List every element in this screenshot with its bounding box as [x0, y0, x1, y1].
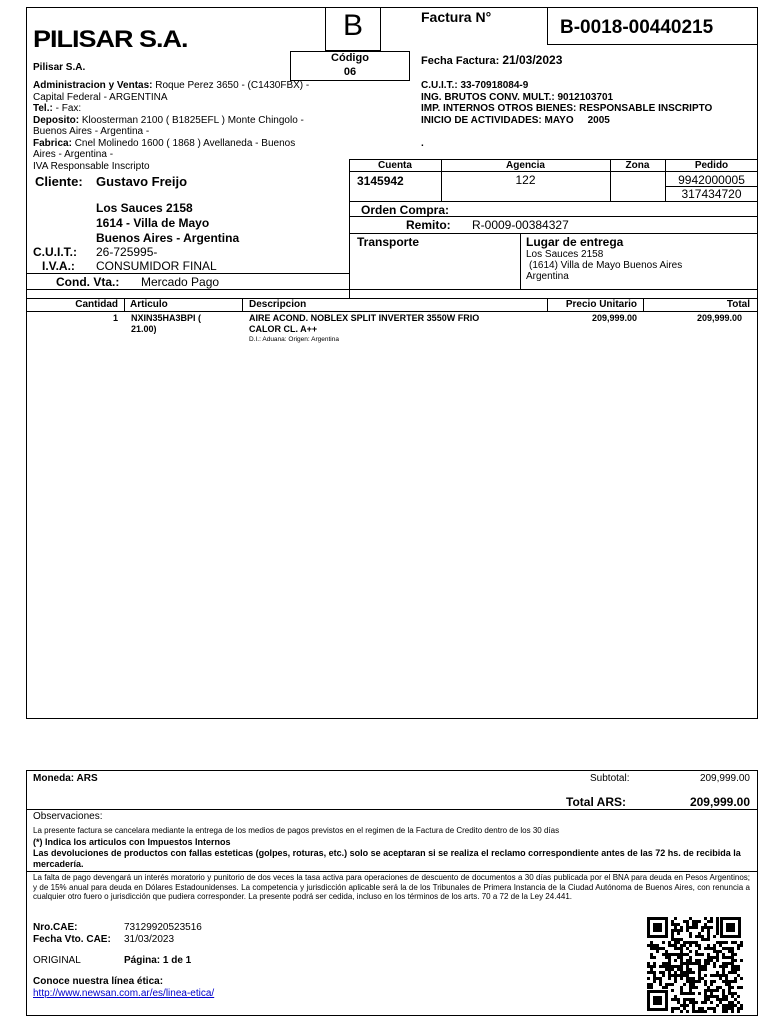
remito-value: R-0009-00384327	[472, 218, 569, 232]
company-cuit: C.U.I.T.: 33-70918084-9	[421, 80, 529, 91]
factura-label: Factura N°	[421, 9, 492, 25]
cliente-address	[96, 201, 239, 246]
tel-label: Tel.:	[33, 103, 53, 114]
col-descripcion: Descripcion	[249, 299, 307, 310]
logo-text: PILISAR S.A.	[33, 25, 188, 53]
lugar-line-2: (1614) Villa de Mayo Buenos Aires	[529, 260, 683, 271]
codigo-value: 06	[343, 66, 357, 78]
inicio-year: 2005	[587, 114, 610, 126]
legal-text: La falta de pago devengará un interés moratorio y punitorio de dos veces la tasa activa para operaciones de descuento de documentos a 30 días publicada por el BNA para deuda en Pesos Argentinos; y de 15% anual para deuda en Dólares Estadounidenses. La competencia y jurisdicción aplicable será la de los Tribunales de Primera Instancia de la Ciudad Autónoma de Buenos Aires, con renuncia a cualquier otro fuero o jurisdicción que pudiera corresponder. La presente podrá ser cedida, incluso en los términos de los arts. 70 a 72 de la Ley 24.441.	[33, 873, 750, 902]
item-precio: 209,999.00	[591, 313, 637, 323]
linea-etica-label: Conoce nuestra línea ética:	[33, 976, 164, 987]
deposito-label: Deposito:	[33, 114, 80, 126]
pagina-label: Página: 1 de 1	[124, 955, 192, 966]
cae-value: 73129920523516	[124, 922, 202, 933]
cliente-addr-1: Los Sauces 2158	[96, 201, 193, 215]
pedido-value-1: 9942000005	[678, 173, 745, 187]
cond-vta-label: Cond. Vta.:	[56, 275, 120, 289]
total-label: Total ARS:	[566, 795, 626, 809]
item-articulo	[131, 313, 201, 335]
account-bottom-line	[349, 201, 758, 202]
fabrica-value: Cnel Molinedo 1600 ( 1868 ) Avellaneda - Buenos	[74, 137, 296, 149]
header-agencia: Agencia	[506, 160, 545, 171]
cliente-iva-value: CONSUMIDOR FINAL	[96, 259, 217, 273]
items-header-bottom	[26, 311, 758, 312]
item-total: 209,999.00	[696, 313, 742, 323]
codigo-label: Código	[331, 52, 369, 64]
cliente-cuit-label: C.U.I.T.:	[33, 245, 77, 259]
vto-value: 31/03/2023	[124, 934, 175, 945]
moneda: Moneda: ARS	[33, 773, 98, 784]
observaciones-label: Observaciones:	[33, 811, 103, 822]
observaciones-1: La presente factura se cancelara mediante la entrega de los medios de pagos previstos en el regimen de la Factura de Credito dentro de los 30 días	[33, 826, 560, 835]
company-logo	[33, 26, 188, 54]
orden-compra-label: Orden Compra:	[361, 203, 450, 217]
cae-label: Nro.CAE:	[33, 922, 78, 933]
remito-label: Remito:	[406, 218, 451, 232]
item-desc-1: AIRE ACOND. NOBLEX SPLIT INVERTER 3550W FRIO	[249, 313, 480, 323]
observaciones-3: Las devoluciones de productos con fallas esteticas (golpes, roturas, etc.) solo se aceptaran si se realiza el reclamo correspondiente antes de las 72 hs. de recibida la mercadería.	[33, 848, 741, 869]
tax-dot: .	[421, 138, 424, 149]
total-line	[26, 809, 758, 810]
agencia-value: 122	[515, 173, 536, 187]
fabrica-value-2: Aires - Argentina -	[33, 149, 114, 160]
impuestos-internos: IMP. INTERNOS OTROS BIENES: RESPONSABLE INSCRIPTO	[421, 103, 713, 114]
cliente-iva-label: I.V.A.:	[42, 259, 75, 273]
obs-line	[26, 871, 758, 872]
account-header-bottom	[349, 171, 758, 172]
iva-status: IVA Responsable Inscripto	[33, 160, 150, 172]
subtotal-value: 209,999.00	[699, 773, 750, 784]
total-value: 209,999.00	[689, 795, 750, 809]
fecha-value: 21/03/2023	[502, 53, 563, 67]
invoice-letter: B	[342, 9, 363, 42]
col-precio: Precio Unitario	[565, 299, 637, 310]
subtotal-label: Subtotal:	[590, 773, 630, 784]
client-cond-line	[26, 273, 349, 274]
lugar-line-1: Los Sauces 2158	[526, 249, 604, 260]
cuenta-value: 3145942	[357, 174, 404, 188]
item-descripcion	[249, 313, 479, 335]
col-total: Total	[726, 299, 750, 310]
lugar-divider	[520, 233, 521, 289]
vto-label: Fecha Vto. CAE:	[33, 934, 111, 945]
observaciones-2: (*) Indica los articulos con Impuestos Internos	[33, 837, 231, 847]
col-cantidad: Cantidad	[75, 299, 118, 310]
inicio-actividades: INICIO DE ACTIVIDADES: MAYO	[421, 114, 574, 126]
item-articulo-1: NXIN35HA3BPI (	[131, 313, 202, 323]
lugar-entrega-address	[526, 249, 682, 282]
remito-line	[349, 233, 758, 234]
linea-etica-link[interactable]: http://www.newsan.com.ar/es/linea-etica/	[33, 988, 215, 999]
ingresos-brutos: ING. BRUTOS CONV. MULT.: 9012103701	[421, 91, 614, 103]
account-left-border	[349, 159, 350, 298]
fecha-label: Fecha Factura:	[421, 55, 500, 67]
header-cuenta: Cuenta	[378, 160, 412, 171]
original-label: ORIGINAL	[33, 955, 81, 966]
header-zona: Zona	[625, 160, 650, 171]
lugar-entrega-label: Lugar de entrega	[526, 235, 624, 249]
admin-value-2: Capital Federal - ARGENTINA	[33, 91, 168, 103]
col-div-1	[124, 298, 125, 311]
pedido-value-2: 317434720	[681, 187, 742, 201]
cliente-cuit-value: 26-725995-	[96, 245, 158, 259]
col-articulo: Articulo	[130, 299, 168, 310]
col-div-2	[242, 298, 243, 311]
cliente-addr-3: Buenos Aires - Argentina	[96, 231, 240, 245]
cliente-addr-2: 1614 - Villa de Mayo	[96, 216, 210, 230]
company-info	[33, 80, 333, 172]
admin-value: Roque Perez 3650 - (C1430FBX) -	[155, 80, 310, 91]
company-name: Pilisar S.A.	[33, 62, 86, 73]
cond-vta-value: Mercado Pago	[141, 275, 220, 289]
transporte-label: Transporte	[357, 235, 420, 249]
fabrica-label: Fabrica:	[33, 137, 72, 149]
cliente-name: Gustavo Freijo	[96, 174, 188, 189]
lugar-line-3: Argentina	[526, 271, 569, 282]
fecha-factura	[421, 53, 562, 67]
admin-label: Administracion y Ventas:	[33, 80, 153, 91]
tel-value: - Fax:	[55, 103, 82, 114]
item-cantidad: 1	[112, 313, 118, 323]
cliente-label: Cliente:	[35, 174, 83, 189]
deposito-value: Kloosterman 2100 ( B1825EFL ) Monte Chingolo -	[81, 114, 304, 126]
factura-number: B-0018-00440215	[560, 17, 714, 38]
deposito-value-2: Buenos Aires - Argentina -	[33, 126, 150, 137]
item-desc-3: D.I.: Aduana: Origen: Argentina	[249, 336, 339, 343]
qr-code	[645, 915, 743, 1013]
lugar-bottom-line	[349, 289, 758, 290]
header-pedido: Pedido	[694, 160, 729, 171]
item-desc-2: CALOR CL. A++	[249, 324, 318, 334]
tax-info	[421, 80, 712, 150]
orden-line	[349, 216, 758, 217]
client-bottom-line	[26, 289, 349, 290]
item-articulo-2: 21.00)	[131, 324, 157, 334]
